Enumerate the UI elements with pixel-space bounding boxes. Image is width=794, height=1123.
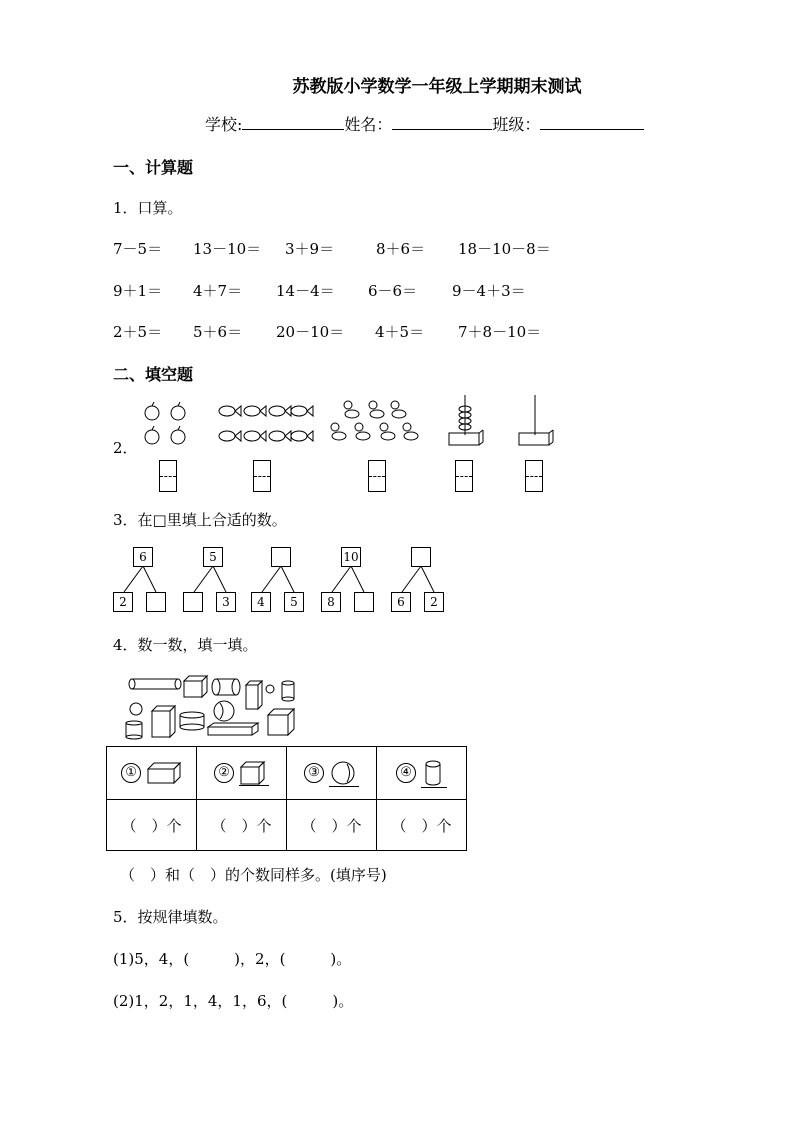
section-fill: 二、填空题 bbox=[113, 365, 194, 384]
class-label: 班级： bbox=[492, 115, 541, 134]
expr: 7－5＝ bbox=[113, 240, 163, 258]
expr: 2＋5＝ bbox=[113, 323, 163, 341]
header-cell-4 bbox=[377, 747, 467, 800]
cylinder-icon bbox=[421, 759, 445, 787]
tree-right-box[interactable]: 5 bbox=[284, 592, 304, 612]
cube-icon bbox=[239, 761, 267, 785]
expr: 6－6＝ bbox=[368, 282, 418, 300]
q1-label: 1．口算。 bbox=[113, 199, 183, 217]
expr: 9－4＋3＝ bbox=[452, 282, 526, 300]
fish-icon bbox=[219, 406, 313, 441]
expr: 20－10＝ bbox=[276, 323, 345, 341]
section-calc: 一、计算题 bbox=[113, 158, 194, 177]
table-row bbox=[107, 747, 467, 800]
expr: 8＋6＝ bbox=[376, 240, 426, 258]
answer-box[interactable] bbox=[455, 460, 473, 492]
q4-note: （ ）和（ ）的个数同样多。(填序号) bbox=[120, 866, 387, 884]
count-table bbox=[106, 746, 467, 851]
page-title: 苏教版小学数学一年级上学期期末测试 bbox=[292, 77, 582, 97]
q3-label: 3．在□里填上合适的数。 bbox=[113, 511, 287, 529]
expr: 14－4＝ bbox=[276, 282, 335, 300]
tree-top-box[interactable]: 10 bbox=[341, 547, 361, 567]
number-3: ③ bbox=[304, 763, 324, 783]
tree-top-box[interactable] bbox=[271, 547, 291, 567]
tree-left-box[interactable]: 4 bbox=[251, 592, 271, 612]
q5-label: 5．按规律填数。 bbox=[113, 908, 228, 926]
school-blank[interactable] bbox=[242, 113, 344, 130]
tree-right-box[interactable] bbox=[354, 592, 374, 612]
abacus-icon bbox=[449, 395, 483, 445]
header-cell-2 bbox=[197, 747, 287, 800]
count-cell[interactable]: （ ）个 bbox=[107, 800, 197, 851]
name-blank[interactable] bbox=[392, 113, 492, 130]
q5-line-2: (2)1，2，1，4，1，6，( )。 bbox=[113, 992, 354, 1010]
expr: 18－10－8＝ bbox=[458, 240, 551, 258]
tree-left-box[interactable] bbox=[183, 592, 203, 612]
number-1: ① bbox=[121, 763, 141, 783]
apple-icon bbox=[145, 402, 185, 444]
expr: 9＋1＝ bbox=[113, 282, 163, 300]
tree-right-box[interactable] bbox=[146, 592, 166, 612]
number-2: ② bbox=[214, 763, 234, 783]
answer-box[interactable] bbox=[159, 460, 177, 492]
expr: 3＋9＝ bbox=[285, 240, 335, 258]
class-blank[interactable] bbox=[540, 113, 644, 130]
answer-box[interactable] bbox=[368, 460, 386, 492]
school-label: 学校: bbox=[205, 115, 243, 134]
tree-left-box[interactable]: 8 bbox=[321, 592, 341, 612]
expr: 4＋5＝ bbox=[375, 323, 425, 341]
tree-right-box[interactable]: 2 bbox=[424, 592, 444, 612]
tree-right-box[interactable]: 3 bbox=[216, 592, 236, 612]
table-row bbox=[107, 800, 467, 851]
tree-top-box[interactable]: 5 bbox=[203, 547, 223, 567]
header-cell-1 bbox=[107, 747, 197, 800]
q4-label: 4．数一数，填一填。 bbox=[113, 636, 258, 654]
count-cell[interactable]: （ ）个 bbox=[287, 800, 377, 851]
answer-box[interactable] bbox=[525, 460, 543, 492]
tree-left-box[interactable]: 2 bbox=[113, 592, 133, 612]
number-4: ④ bbox=[396, 763, 416, 783]
expr: 7＋8－10＝ bbox=[458, 323, 542, 341]
tree-top-box[interactable] bbox=[411, 547, 431, 567]
tree-left-box[interactable]: 6 bbox=[391, 592, 411, 612]
q2-pictures bbox=[130, 395, 570, 500]
q2-label: 2． bbox=[113, 439, 138, 457]
expr: 13－10＝ bbox=[193, 240, 262, 258]
duck-icon bbox=[331, 401, 418, 440]
student-info bbox=[205, 112, 644, 135]
name-label: 姓名： bbox=[344, 115, 393, 134]
cuboid-icon bbox=[146, 761, 182, 785]
expr: 4＋7＝ bbox=[193, 282, 243, 300]
count-cell[interactable]: （ ）个 bbox=[377, 800, 467, 851]
sphere-icon bbox=[329, 760, 357, 786]
abacus-icon bbox=[519, 395, 553, 445]
solids-pile bbox=[124, 673, 304, 743]
q5-line-1: (1)5，4，( )，2，( )。 bbox=[113, 950, 352, 968]
count-cell[interactable]: （ ）个 bbox=[197, 800, 287, 851]
expr: 5＋6＝ bbox=[193, 323, 243, 341]
answer-box[interactable] bbox=[253, 460, 271, 492]
header-cell-3 bbox=[287, 747, 377, 800]
tree-top-box[interactable]: 6 bbox=[133, 547, 153, 567]
